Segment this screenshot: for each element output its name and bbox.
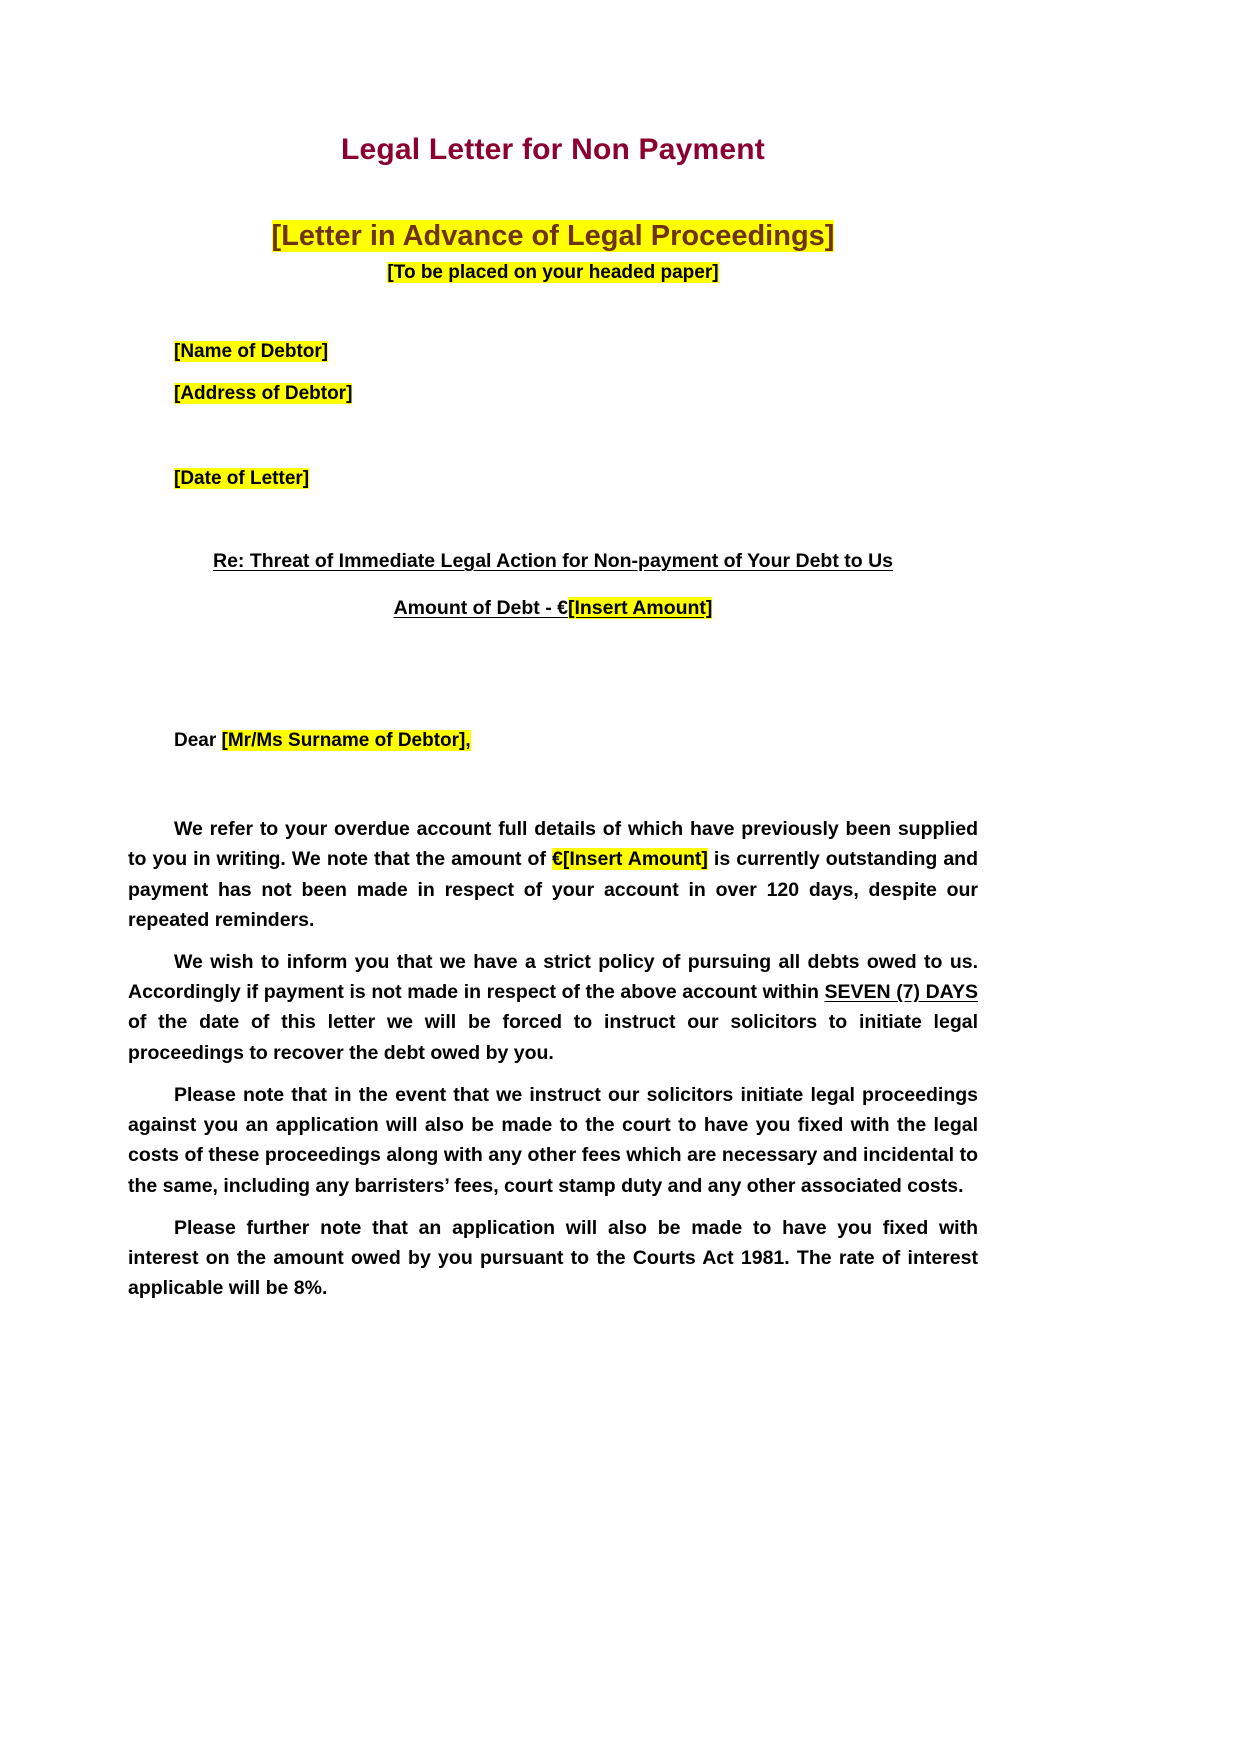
amount-of-debt-line <box>394 597 713 620</box>
body-p1-text-after: is currently outstanding and payment has not been made in respect of your account in over 120 days, despite our repeated reminders. <box>128 848 978 931</box>
salutation-line <box>128 730 978 752</box>
letter-date-line <box>128 468 978 490</box>
debtor-address-block <box>128 342 978 404</box>
body-p2-text-before: We wish to inform you that we have a strict policy of pursuing all debts owed to us. Accordingly if payment is not made in respect of the above account within <box>128 951 978 1004</box>
headed-paper-instruction: [To be placed on your headed paper] <box>387 262 719 284</box>
body-paragraph-3: Please note that in the event that we instruct our solicitors initiate legal proceedings against you an application will also be made to the court to have you fixed with the legal costs of these proceedings along with any other fees which are necessary and incidental to the same, including any barristers’ fees, court stamp duty and any other associated costs. <box>128 1083 978 1197</box>
debtor-name-line <box>174 342 978 362</box>
body-p2-text-after: of the date of this letter we will be forced to instruct our solicitors to initiate legal proceedings to recover the debt owed by you. <box>128 1011 978 1064</box>
debtor-name-placeholder: [Name of Debtor] <box>174 341 329 363</box>
document-content <box>128 0 978 1315</box>
letter-body <box>128 814 978 1303</box>
body-p1-text-before: We refer to your overdue account full details of which have previously been supplied to you in writing. We note that the amount of <box>128 818 978 871</box>
debtor-address-line <box>174 384 978 404</box>
document-subtitle: [Letter in Advance of Legal Proceedings] <box>271 220 835 252</box>
salutation-recipient-placeholder: [Mr/Ms Surname of Debtor], <box>221 730 471 752</box>
salutation-greeting: Dear <box>174 730 222 752</box>
body-p2-deadline-emphasis: SEVEN (7) DAYS <box>824 981 978 1004</box>
subject-re-line: Re: Threat of Immediate Legal Action for Non-payment of Your Debt to Us <box>212 550 894 573</box>
body-paragraph-2 <box>128 947 978 1068</box>
subject-block <box>128 550 978 573</box>
amount-of-debt-label: Amount of Debt - € <box>393 597 568 620</box>
body-paragraph-1 <box>128 814 978 935</box>
body-p1-amount-placeholder: €[Insert Amount] <box>551 848 708 871</box>
amount-of-debt-placeholder: [Insert Amount] <box>567 597 713 620</box>
debtor-address-placeholder: [Address of Debtor] <box>174 383 353 405</box>
instruction-container <box>128 262 978 284</box>
letter-date-placeholder: [Date of Letter] <box>174 468 310 490</box>
body-paragraph-4: Please further note that an application will also be made to have you fixed with interest on the amount owed by you pursuant to the Courts Act 1981. The rate of interest applicable will be 8%. <box>128 1216 978 1300</box>
page-title: Legal Letter for Non Payment <box>340 133 765 166</box>
amount-of-debt-block <box>128 597 978 620</box>
subtitle-container <box>128 218 978 254</box>
